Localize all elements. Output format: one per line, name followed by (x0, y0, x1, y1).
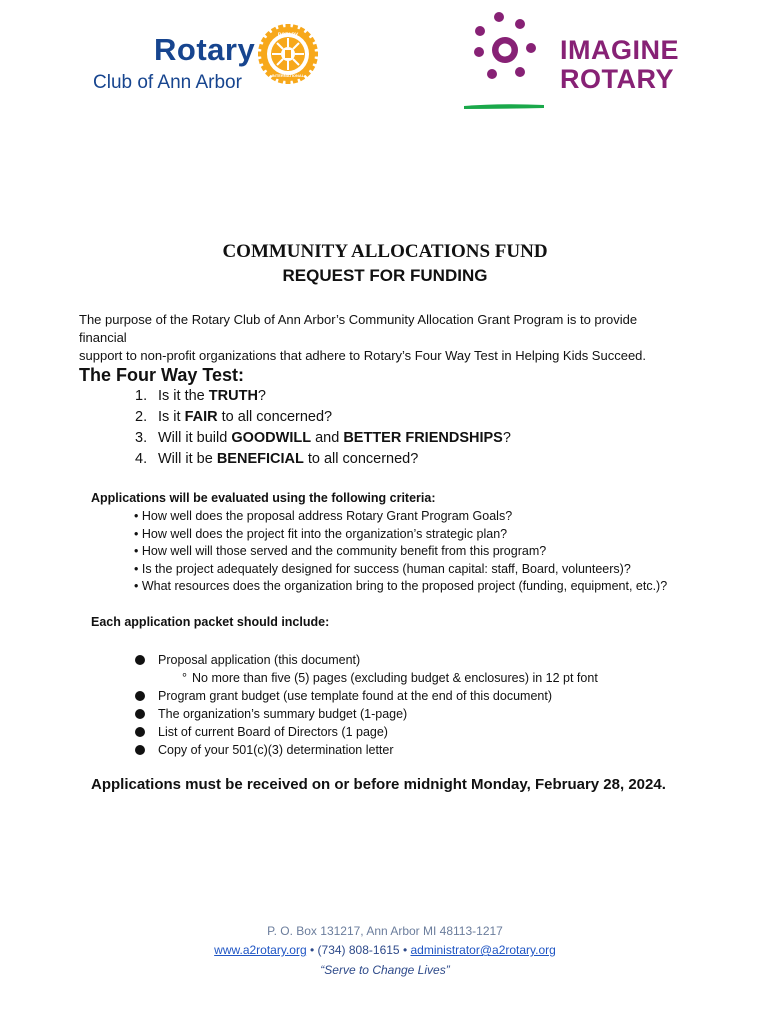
email-link[interactable]: administrator@a2rotary.org (410, 943, 556, 957)
footer-motto: “Serve to Change Lives” (320, 963, 450, 977)
list-item: 1. Is it the TRUTH? (135, 388, 266, 404)
footer-contact (0, 943, 770, 957)
rotary-wheel-icon (256, 22, 320, 86)
imagine-logo-line1: IMAGINE (560, 35, 680, 65)
bullet-icon (135, 691, 145, 701)
page-subtitle: REQUEST FOR FUNDING (282, 266, 488, 285)
imagine-logo-line2: ROTARY (560, 64, 674, 94)
list-item: 4. Will it be BENEFICIAL to all concerned? (135, 451, 419, 467)
packet-list (135, 651, 598, 759)
list-item: 3. Will it build GOODWILL and BETTER FRIENDSHIPS? (135, 430, 511, 446)
bullet-icon (135, 655, 145, 665)
four-way-test-list (135, 386, 511, 470)
four-way-test-heading: The Four Way Test: (79, 365, 245, 385)
purpose-line-1: The purpose of the Rotary Club of Ann Arbor’s Community Allocation Grant Program is to provide financial (79, 312, 638, 345)
list-item: • How well does the proposal address Rotary Grant Program Goals? (134, 509, 513, 523)
wheel-text-top: ROTARY (277, 32, 299, 39)
list-item: 2. Is it FAIR to all concerned? (135, 409, 333, 425)
wheel-tooth (286, 24, 291, 30)
footer-address: P. O. Box 131217, Ann Arbor MI 48113-1217 (267, 924, 503, 938)
list-item: The organization’s summary budget (1-page) (135, 705, 598, 723)
list-item: • How well will those served and the community benefit from this program? (134, 544, 547, 558)
sub-bullet-icon: ° (182, 671, 187, 685)
criteria-heading: Applications will be evaluated using the following criteria: (91, 491, 436, 505)
list-item: Program grant budget (use template found at the end of this document) (135, 687, 598, 705)
wheel-tooth (286, 78, 291, 84)
bullet-icon (135, 727, 145, 737)
rotary-logo-wordmark: Rotary (154, 32, 256, 67)
packet-heading: Each application packet should include: (91, 615, 330, 629)
imagine-rotary-mark-icon (470, 10, 545, 85)
list-item: Proposal application (this document) (135, 651, 598, 669)
deadline-notice: Applications must be received on or before midnight Monday, February 28, 2024. (91, 776, 666, 793)
phone-number: (734) 808-1615 (317, 943, 400, 957)
bullet-icon (135, 709, 145, 719)
list-item: • Is the project adequately designed for success (human capital: staff, Board, volunteers)? (134, 561, 631, 576)
website-link[interactable]: www.a2rotary.org (214, 943, 307, 957)
wheel-tooth (312, 52, 318, 57)
purpose-paragraph (79, 311, 679, 365)
list-item: • How well does the project fit into the organization’s strategic plan? (134, 526, 508, 541)
purpose-line-2: support to non-profit organizations that adhere to Rotary’s Four Way Test in Helping Kids Succeed. (79, 348, 647, 363)
wheel-text-bottom: INTERNATIONAL (271, 73, 305, 78)
bullet-icon (135, 745, 145, 755)
criteria-list (134, 508, 667, 596)
separator: • (402, 943, 408, 957)
list-item: • What resources does the organization bring to the proposed project (funding, equipment, etc.)? (134, 579, 668, 593)
list-item: Copy of your 501(c)(3) determination letter (135, 741, 598, 759)
green-brush-stroke (462, 102, 546, 110)
separator: • (309, 943, 315, 957)
wheel-tooth (258, 52, 264, 57)
page-title: COMMUNITY ALLOCATIONS FUND (222, 241, 548, 262)
list-item: List of current Board of Directors (1 page) (135, 723, 598, 741)
sub-list-item: ° No more than five (5) pages (excluding budget & enclosures) in 12 pt font (182, 671, 598, 685)
rotary-club-name: Club of Ann Arbor (93, 72, 242, 93)
